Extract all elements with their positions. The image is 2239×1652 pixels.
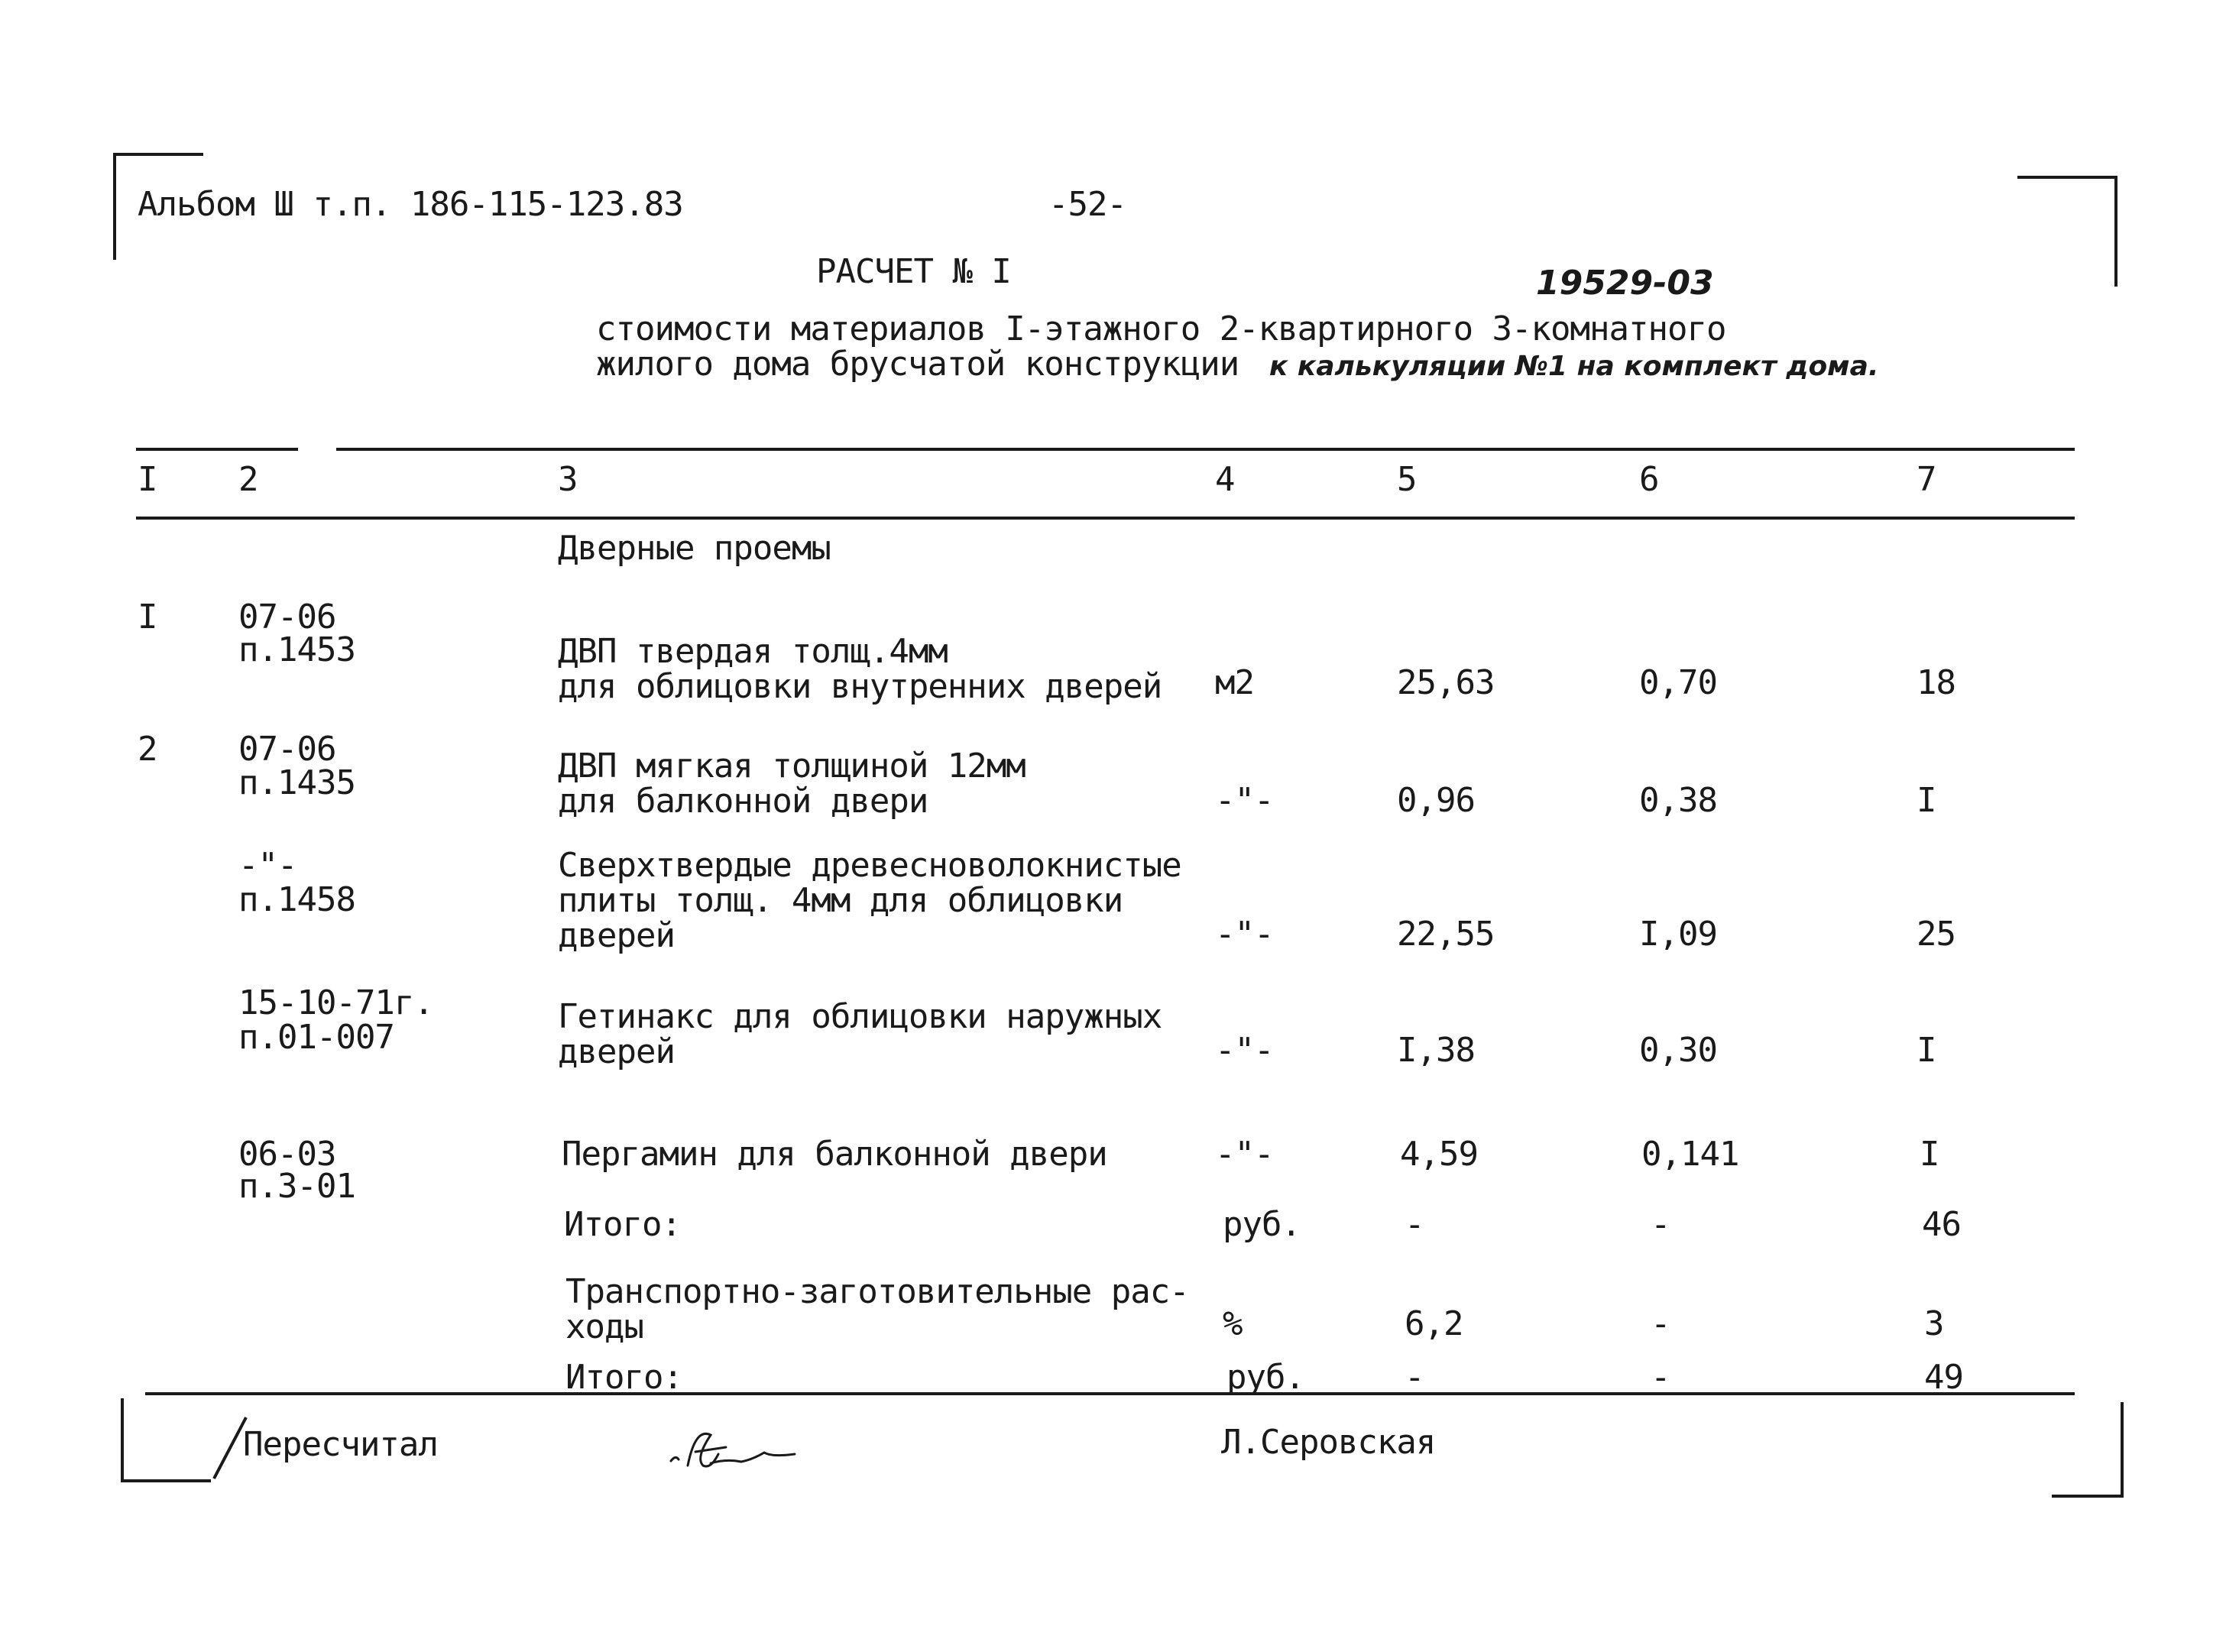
subtitle-typed: жилого дома брусчатой конструкции — [596, 345, 1239, 384]
row-1-price: 0,70 — [1639, 663, 1717, 702]
subtitle-handwritten: к калькуляции №1 на комплект дома. — [1269, 351, 1879, 382]
transport-costs-sum: 3 — [1924, 1304, 1944, 1343]
row-5-code-item: п.3-01 — [238, 1167, 355, 1206]
row-1-code-item: п.1453 — [238, 630, 355, 669]
total-1-unit: руб. — [1223, 1205, 1301, 1244]
subtitle-line-2 — [596, 347, 1879, 382]
row-5-unit: -"- — [1215, 1135, 1274, 1174]
row-4-sum: I — [1917, 1031, 1936, 1070]
row-2-unit: -"- — [1215, 781, 1274, 820]
col-header-1: I — [138, 460, 157, 499]
total-1-label: Итого: — [564, 1205, 681, 1244]
row-1-code: 07-06 — [238, 598, 336, 637]
row-4-code-item: п.01-007 — [238, 1018, 394, 1057]
grand-total-unit: руб. — [1226, 1358, 1304, 1397]
table-top-rule-left — [136, 448, 298, 451]
row-4-unit: -"- — [1215, 1031, 1274, 1070]
section-title: Дверные проемы — [558, 529, 831, 568]
album-reference: Альбом Ш т.п. 186-115-123.83 — [138, 185, 683, 224]
row-5-description: Пергамин для балконной двери — [562, 1135, 1107, 1174]
row-4-price: 0,30 — [1639, 1031, 1717, 1070]
stamp-number: 19529-03 — [1536, 264, 1714, 303]
row-2-price: 0,38 — [1639, 781, 1717, 820]
row-2-code: 07-06 — [238, 730, 336, 769]
row-1-quantity: 25,63 — [1397, 663, 1495, 702]
row-2-sum: I — [1917, 781, 1936, 820]
grand-total-label: Итого: — [565, 1358, 682, 1397]
frame-corner-bottom-left-h — [121, 1479, 211, 1482]
col-header-2: 2 — [238, 460, 258, 499]
row-1-description: ДВП твердая толщ.4мм для облицовки внутренних дверей — [558, 632, 1162, 706]
col-header-6: 6 — [1639, 460, 1659, 499]
row-3-unit: -"- — [1215, 915, 1274, 954]
grand-total-price: - — [1651, 1358, 1670, 1397]
row-4-quantity: I,38 — [1397, 1031, 1475, 1070]
row-3-code: -"- — [238, 846, 297, 885]
row-5-price: 0,141 — [1641, 1135, 1739, 1174]
frame-corner-top-right-h — [2017, 176, 2117, 179]
grand-total-sum: 49 — [1924, 1358, 1963, 1397]
col-header-5: 5 — [1397, 460, 1417, 499]
transport-costs-price: - — [1651, 1304, 1670, 1343]
row-1-number: I — [138, 598, 157, 637]
row-4-description: Гетинакс для облицовки наружных дверей — [558, 997, 1162, 1071]
subtitle-line-1: стоимости материалов I-этажного 2-квартирного 3-комнатного — [596, 309, 1726, 348]
frame-corner-bottom-right-h — [2052, 1495, 2124, 1498]
row-3-price: I,09 — [1639, 915, 1717, 954]
frame-corner-top-left-h — [113, 153, 203, 156]
recounted-label: Пересчитал — [243, 1425, 438, 1464]
row-2-code-item: п.1435 — [238, 763, 355, 802]
total-1-quantity: - — [1405, 1205, 1424, 1244]
transport-costs-label: Транспортно-заготовительные рас- ходы — [565, 1272, 1189, 1346]
row-3-description: Сверхтвердые древесноволокнистые плиты толщ. 4мм для облицовки дверей — [558, 846, 1181, 955]
row-2-description: ДВП мягкая толщиной 12мм для балконной двери — [558, 747, 1026, 821]
col-header-4: 4 — [1215, 460, 1235, 499]
col-header-3: 3 — [558, 460, 578, 499]
row-5-quantity: 4,59 — [1400, 1135, 1478, 1174]
row-4-code: 15-10-71г. — [238, 983, 433, 1022]
page-number: -52- — [1048, 185, 1126, 224]
total-1-price: - — [1651, 1205, 1670, 1244]
row-3-sum: 25 — [1917, 915, 1955, 954]
frame-corner-bottom-right-v — [2121, 1402, 2124, 1498]
frame-corner-bottom-left-v — [121, 1398, 124, 1482]
col-header-7: 7 — [1917, 460, 1936, 499]
transport-costs-rate: 6,2 — [1405, 1304, 1463, 1343]
row-3-quantity: 22,55 — [1397, 915, 1495, 954]
signer-name: Л.Серовская — [1221, 1423, 1436, 1462]
table-top-rule-right — [336, 448, 2075, 451]
frame-corner-top-left-v — [113, 153, 116, 260]
table-header-rule — [136, 517, 2075, 520]
row-5-sum: I — [1920, 1135, 1939, 1174]
document-title: РАСЧЕТ № I — [816, 252, 1011, 291]
signature — [665, 1421, 802, 1482]
row-5-code: 06-03 — [238, 1135, 336, 1174]
table-bottom-rule — [145, 1392, 2075, 1395]
row-1-unit: м2 — [1215, 663, 1254, 702]
grand-total-quantity: - — [1405, 1358, 1424, 1397]
row-2-quantity: 0,96 — [1397, 781, 1475, 820]
row-2-number: 2 — [138, 730, 157, 769]
row-3-code-item: п.1458 — [238, 880, 355, 919]
frame-corner-top-right-v — [2114, 176, 2117, 287]
row-1-sum: 18 — [1917, 663, 1955, 702]
total-1-sum: 46 — [1922, 1205, 1961, 1244]
transport-costs-unit: % — [1223, 1304, 1243, 1343]
